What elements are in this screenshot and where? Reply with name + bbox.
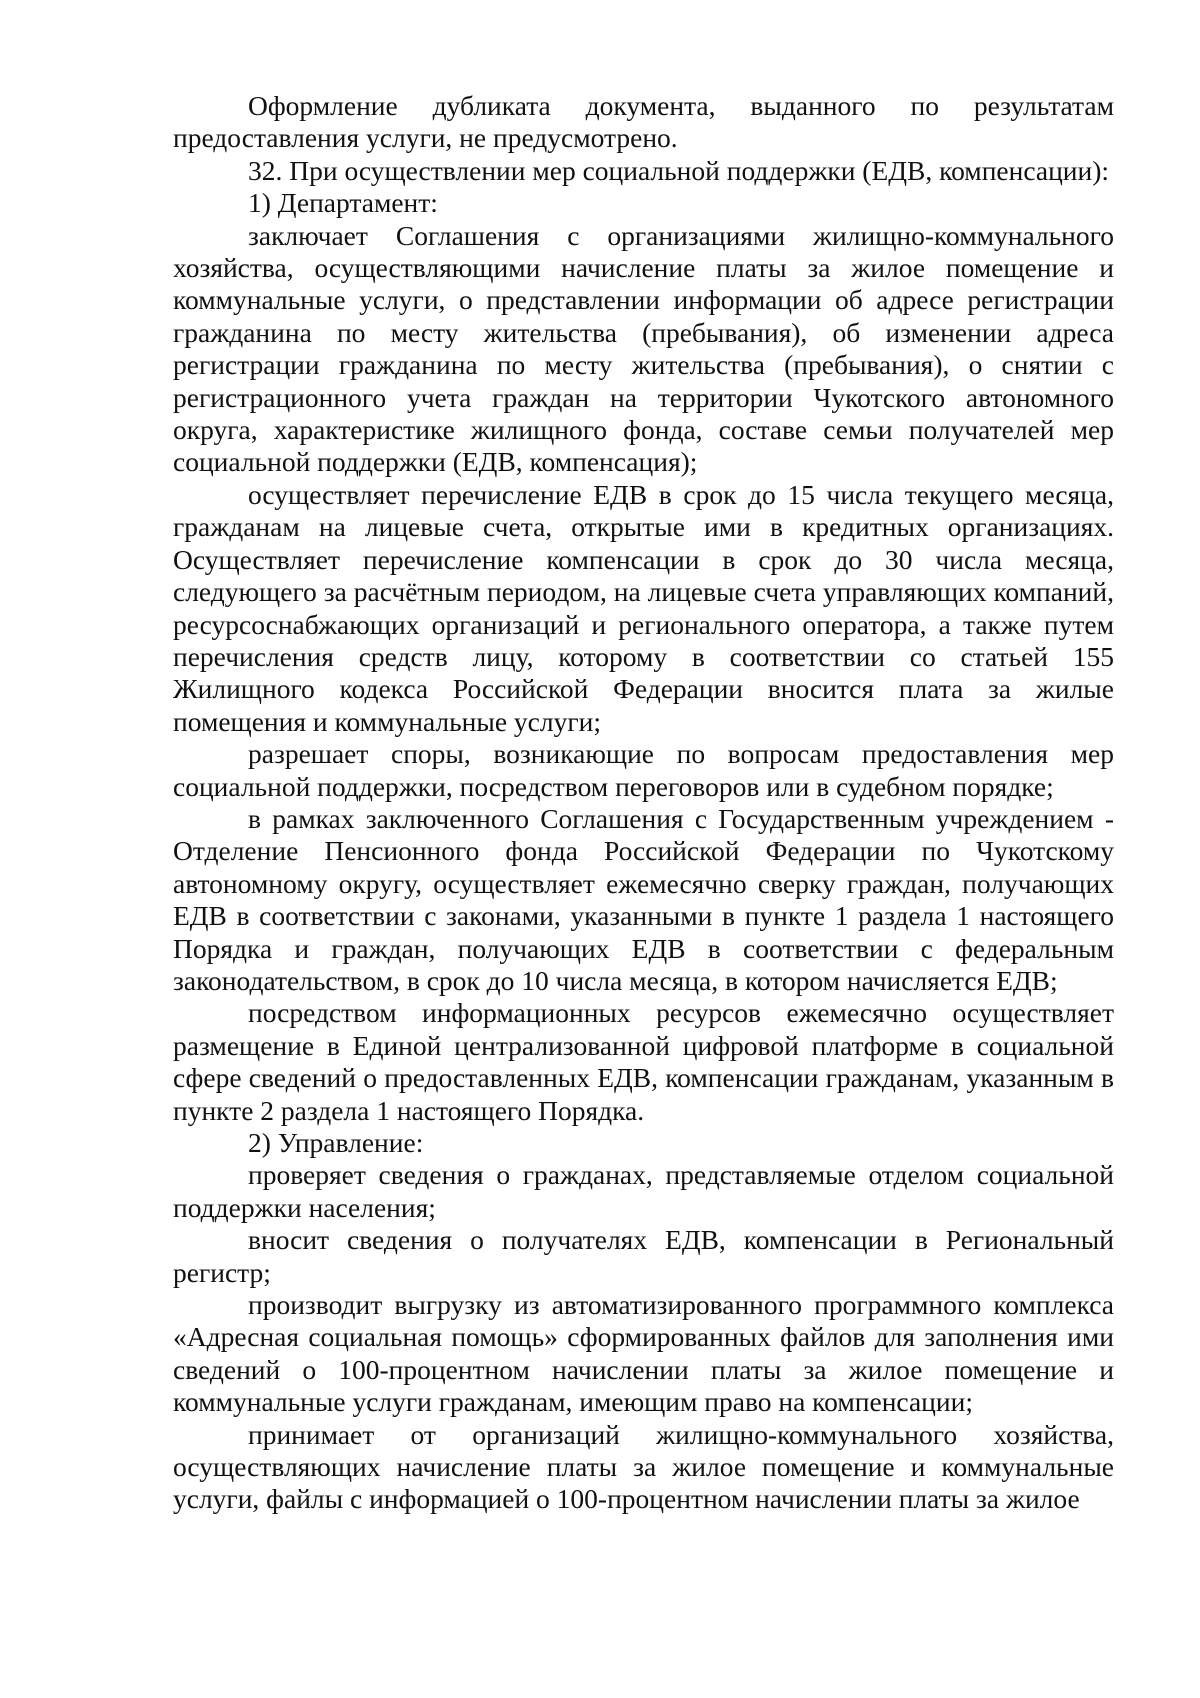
paragraph-agreements: заключает Соглашения с организациями жилищно-коммунального хозяйства, осуществляющими начисление платы за жилое помещение и коммунальные услуги, о представлении информации об адресе регистрации гражданина по месту жительства (пребывания), об изменении адреса регистрации гражданина по месту жительства (пребывания), о снятии с регистрационного учета граждан на территории Чукотского автономного округа, характеристике жилищного фонда, составе семьи получателей мер социальной поддержки (ЕДВ, компенсация); [173,219,1114,478]
paragraph-digital-platform: посредством информационных ресурсов ежемесячно осуществляет размещение в Единой централизованной цифровой платформе в социальной сфере сведений о предоставленных ЕДВ, компенсации гражданам, указанным в пункте 2 раздела 1 настоящего Порядка. [173,997,1114,1126]
paragraph-register: вносит сведения о получателях ЕДВ, компенсации в Региональный регистр; [173,1224,1114,1288]
paragraph-department-heading: 1) Департамент: [248,187,438,219]
paragraph-receiving-files: принимает от организаций жилищно-коммунального хозяйства, осуществляющих начисление платы за жилое помещение и коммунальные услуги, файлы с информацией о 100-процентном начислении платы за жилое [173,1418,1114,1515]
paragraph-pension-fund-reconciliation: в рамках заключенного Соглашения с Государственным учреждением - Отделение Пенсионного фонда Российской Федерации по Чукотскому автономному округу, осуществляет ежемесячно сверку граждан, получающих ЕДВ в соответствии с законами, указанными в пункте 1 раздела 1 настоящего Порядка и граждан, получающих ЕДВ в соответствии с федеральным законодательством, в срок до 10 числа месяца, в котором начисляется ЕДВ; [173,802,1114,996]
paragraph-duplicate-not-provided: Оформление дубликата документа, выданного по результатам предоставления услуги, не предусмотрено. [173,90,1114,154]
paragraph-item-32: 32. При осуществлении мер социальной поддержки (ЕДВ, компенсации): [248,154,1110,186]
paragraph-payments: осуществляет перечисление ЕДВ в срок до 15 числа текущего месяца, гражданам на лицевые счета, открытые ими в кредитных организациях. Осуществляет перечисление компенсации в срок до 30 числа месяца, следующего за расчётным периодом, на лицевые счета управляющих компаний, ресурсоснабжающих организаций и регионального оператора, а также путем перечисления средств лицу, которому в соответствии со статьей 155 Жилищного кодекса Российской Федерации вносится плата за жилые помещения и коммунальные услуги; [173,478,1114,737]
document-text [173,90,1114,1516]
paragraph-administration-heading: 2) Управление: [248,1127,424,1158]
paragraph-disputes: разрешает споры, возникающие по вопросам предоставления мер социальной поддержки, посредством переговоров или в судебном порядке; [173,738,1114,802]
paragraph-verification: проверяет сведения о гражданах, представляемые отделом социальной поддержки населения; [173,1159,1114,1223]
paragraph-export: производит выгрузку из автоматизированного программного комплекса «Адресная социальная помощь» сформированных файлов для заполнения ими сведений о 100-процентном начислении платы за жилое помещение и коммунальные услуги гражданам, имеющим право на компенсации; [173,1289,1114,1418]
